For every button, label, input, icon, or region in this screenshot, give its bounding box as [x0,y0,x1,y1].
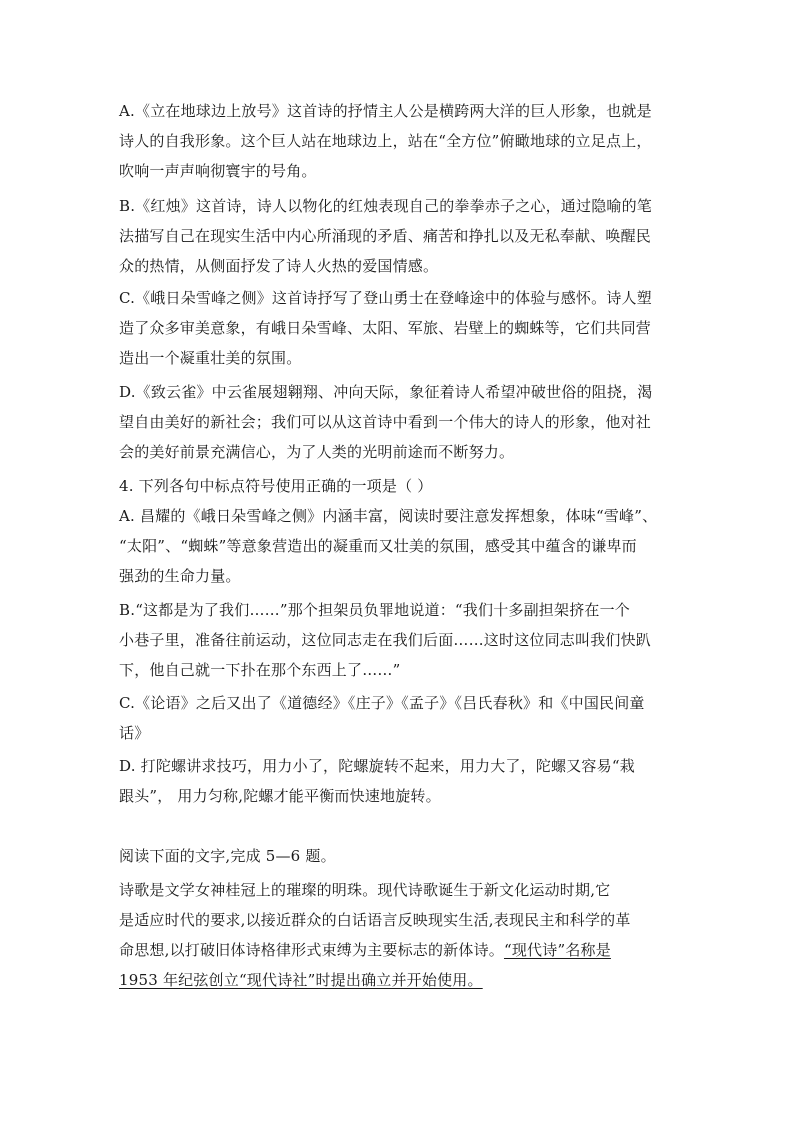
text-line [119,161,694,181]
text-line [119,880,694,900]
text-line [119,348,694,368]
text-segment: 跟头”， 用力匀称,陀螺才能平衡而快速地旋转。 [119,787,441,805]
text-line [119,723,694,743]
text-line [119,288,694,308]
text-line [119,506,694,526]
text-line [119,970,694,990]
text-line [119,256,694,276]
text-line [119,630,694,650]
underlined-text: “现代诗”名称是 [503,941,611,959]
text-line [119,786,694,806]
text-line [119,442,694,462]
text-line [119,101,694,121]
text-line [119,382,694,402]
text-segment: 诗歌是文学女神桂冠上的璀璨的明珠。现代诗歌诞生于新文化运动时期,它 [119,881,611,899]
text-segment: D. 打陀螺讲求技巧，用力小了，陀螺旋转不起来，用力大了，陀螺又容易“栽 [119,757,635,775]
text-segment: 众的热情，从侧面抒发了诗人火热的爱国情感。 [119,257,439,275]
text-line [119,910,694,930]
text-segment: 4. 下列各句中标点符号使用正确的一项是（ ） [119,477,433,495]
text-segment: 造了众多审美意象，有峨日朵雪峰、太阳、军旅、岩壁上的蜘蛛等，它们共同营 [119,319,652,337]
text-line [119,660,694,680]
text-segment: 强劲的生命力量。 [119,567,241,585]
text-segment: C.《峨日朵雪峰之侧》这首诗抒写了登山勇士在登峰途中的体验与感怀。诗人塑 [119,289,652,307]
text-segment: 是适应时代的要求,以接近群众的白话语言反映现实生活,表现民主和科学的革 [119,911,631,929]
text-segment: 下，他自己就一下扑在那个东西上了……” [119,661,401,679]
text-segment: 小巷子里，准备往前运动，这位同志走在我们后面……这时这位同志叫我们快趴 [119,631,652,649]
text-line [119,536,694,556]
text-segment: 吹响一声声响彻寰宇的号角。 [119,162,317,180]
text-line [119,476,694,496]
text-segment: B.“这都是为了我们……”那个担架员负罪地说道：“我们十多副担架挤在一个 [119,601,630,619]
text-segment: 会的美好前景充满信心，为了人类的光明前途而不断努力。 [119,443,515,461]
text-line [119,756,694,776]
text-segment: 命思想,以打破旧体诗格律形式束缚为主要标志的新体诗。 [119,941,504,959]
text-line [119,131,694,151]
text-line [119,318,694,338]
text-segment: B.《红烛》这首诗，诗人以物化的红烛表现自己的拳拳赤子之心，通过隐喻的笔 [119,197,652,215]
text-line [119,846,694,866]
text-segment: “太阳”、“蜘蛛”等意象营造出的凝重而又壮美的氛围，感受其中蕴含的谦卑而 [119,537,637,555]
text-segment: 阅读下面的文字,完成 5—6 题。 [119,847,336,865]
text-segment: A. 昌耀的《峨日朵雪峰之侧》内涵丰富，阅读时要注意发挥想象，体味“雪峰”、 [119,507,658,525]
text-segment: C.《论语》之后又出了《道德经》《庄子》《孟子》《吕氏春秋》和《中国民间童 [119,694,645,712]
text-segment: 话》 [119,724,150,742]
text-line [119,196,694,216]
underlined-text: 1953 年纪弦创立“现代诗社”时提出确立并开始使用。 [119,971,483,989]
text-segment: D.《致云雀》中云雀展翅翱翔、冲向天际，象征着诗人希望冲破世俗的阻挠，渴 [119,383,653,401]
text-line [119,566,694,586]
text-segment: 诗人的自我形象。这个巨人站在地球边上，站在“全方位”俯瞰地球的立足点上， [119,132,652,150]
text-line [119,226,694,246]
text-segment: 望自由美好的新社会；我们可以从这首诗中看到一个伟大的诗人的形象，他对社 [119,413,652,431]
text-segment: 法描写自己在现实生活中内心所涌现的矛盾、痛苦和挣扎以及无私奉献、唤醒民 [119,227,652,245]
text-line [119,600,694,620]
text-line [119,693,694,713]
text-segment: 造出一个凝重壮美的氛围。 [119,349,302,367]
text-segment: A.《立在地球边上放号》这首诗的抒情主人公是横跨两大洋的巨人形象，也就是 [119,102,652,120]
text-line [119,940,694,960]
text-line [119,412,694,432]
